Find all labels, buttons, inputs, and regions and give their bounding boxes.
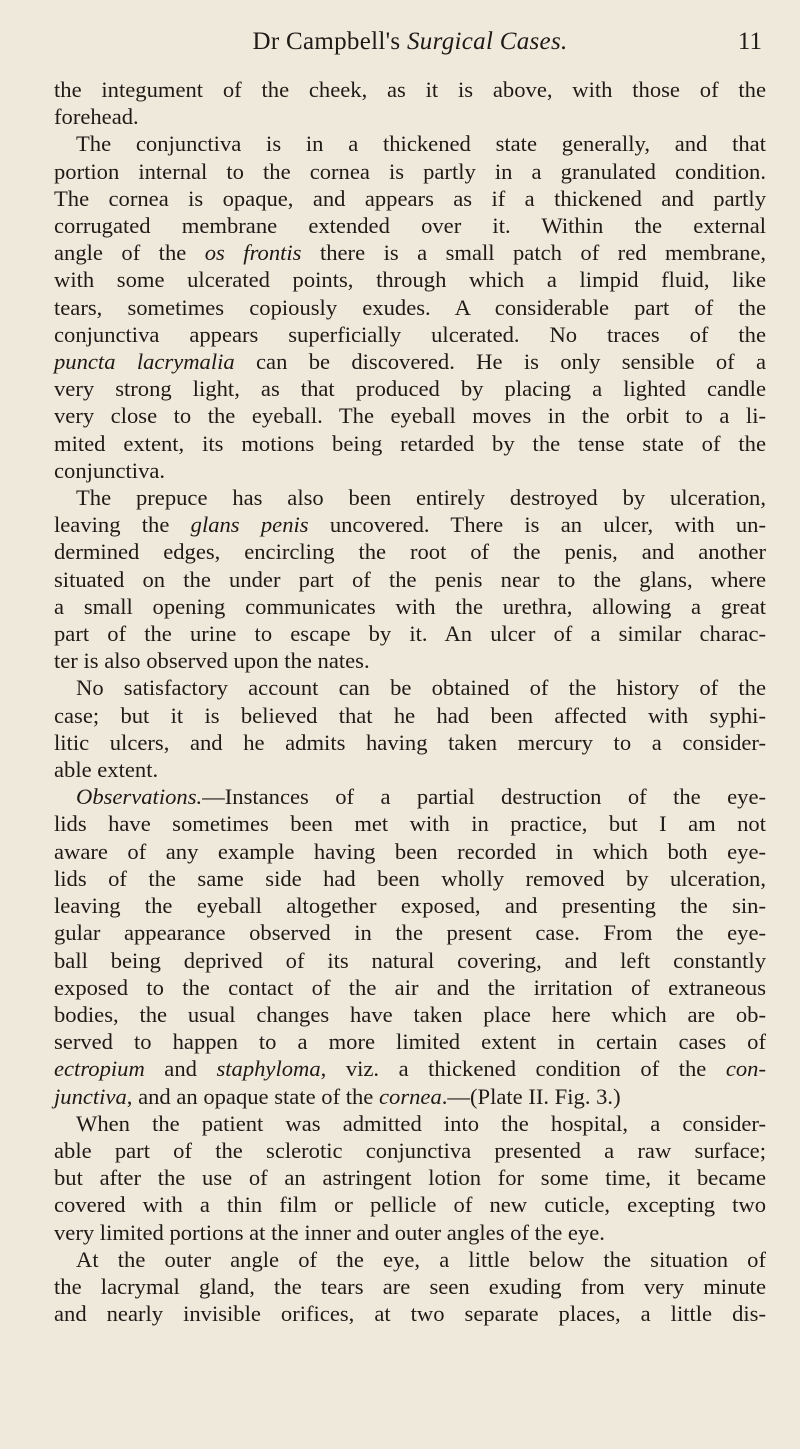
text-line: dermined edges, encircling the root of the penis, and another [54, 539, 766, 565]
text-line: The cornea is opaque, and appears as if a thickened and partly [54, 185, 766, 211]
text-line [54, 511, 766, 538]
text-line: lids of the same side had been wholly removed by ulceration, [54, 865, 766, 891]
text-run: leaving the [54, 512, 191, 538]
text-line: and nearly invisible orifices, at two separate places, a little dis- [54, 1301, 766, 1327]
text-run: there is a small patch of red membrane, [301, 240, 766, 266]
text-line: conjunctiva appears superficially ulcerated. No traces of the [54, 321, 766, 347]
text-line [54, 239, 766, 266]
text-line: gular appearance observed in the present case. From the eye- [54, 920, 766, 946]
text-line: a small opening communicates with the urethra, allowing a great [54, 593, 766, 619]
text-run: , and an opaque state of the [126, 1083, 379, 1109]
text-line: very close to the eyeball. The eyeball moves in the orbit to a li- [54, 403, 766, 429]
italic-term: staphyloma [216, 1056, 321, 1082]
text-line: able part of the sclerotic conjunctiva presented a raw surface; [54, 1137, 766, 1163]
running-title-roman: Dr Campbell's [252, 28, 407, 55]
text-line: litic ulcers, and he admits having taken mercury to a consider- [54, 729, 766, 755]
italic-term: puncta lacrymalia [54, 349, 235, 375]
running-title [54, 22, 766, 62]
text-line: portion internal to the cornea is partly in a granulated condition. [54, 158, 766, 184]
running-title-italic: Surgical Cases. [407, 28, 568, 55]
text-run: , viz. a thickened condition of the [320, 1056, 726, 1082]
text-run: uncovered. There is an ulcer, with un- [308, 512, 766, 538]
text-line: The conjunctiva is in a thickened state generally, and that [76, 131, 766, 157]
italic-term: junctiva [54, 1083, 127, 1109]
page-number: 11 [737, 28, 762, 55]
italic-term: glans penis [190, 512, 309, 538]
text-run: —Instances of a partial destruction of the eye- [202, 784, 766, 810]
text-line: conjunctiva. [54, 457, 166, 483]
text-line: the integument of the cheek, as it is above, with those of the [54, 77, 766, 102]
text-line: ball being deprived of its natural covering, and left constantly [54, 947, 766, 973]
text-line: bodies, the usual changes have taken place here which are ob- [54, 1001, 766, 1027]
text-run: can be discovered. He is only sensible of a [234, 349, 766, 375]
text-line: When the patient was admitted into the hospital, a consider- [76, 1110, 766, 1136]
text-line [54, 348, 766, 375]
text-line: part of the urine to escape by it. An ulcer of a similar charac- [54, 621, 766, 647]
text-line: but after the use of an astringent lotion for some time, it became [54, 1165, 766, 1191]
text-line: case; but it is believed that he had been affected with syphi- [54, 702, 766, 728]
italic-term: con- [725, 1056, 767, 1082]
text-line: mited extent, its motions being retarded by the tense state of the [54, 430, 766, 456]
italic-term: ectropium [54, 1056, 145, 1082]
text-line: lids have sometimes been met with in practice, but I am not [54, 811, 766, 837]
text-run: angle of the [54, 240, 205, 266]
text-line: the lacrymal gland, the tears are seen exuding from very minute [54, 1273, 766, 1299]
text-line: situated on the under part of the penis near to the glans, where [54, 566, 766, 592]
italic-term: Observations. [76, 784, 203, 810]
text-line: very limited portions at the inner and outer angles of the eye. [54, 1219, 605, 1245]
text-line [54, 1055, 766, 1082]
text-line [54, 1083, 766, 1110]
text-line: No satisfactory account can be obtained of the history of the [76, 675, 766, 701]
text-line: served to happen to a more limited extent in certain cases of [54, 1029, 766, 1055]
italic-term: cornea [379, 1083, 442, 1109]
text-line: exposed to the contact of the air and the irritation of extraneous [54, 974, 766, 1000]
running-head [54, 22, 766, 62]
text-line: tears, sometimes copiously exudes. A considerable part of the [54, 294, 766, 320]
text-line: corrugated membrane extended over it. Within the external [54, 213, 766, 239]
text-line: aware of any example having been recorded in which both eye- [54, 838, 766, 864]
text-line: The prepuce has also been entirely destroyed by ulceration, [76, 485, 766, 511]
text-line: At the outer angle of the eye, a little below the situation of [76, 1246, 766, 1272]
text-line: able extent. [54, 757, 159, 783]
text-line: covered with a thin film or pellicle of new cuticle, excepting two [54, 1192, 766, 1218]
text-line: very strong light, as that produced by placing a lighted candle [54, 376, 766, 402]
body-text [54, 76, 766, 1327]
italic-term: os frontis [204, 240, 302, 266]
text-line: leaving the eyeball altogether exposed, and presenting the sin- [54, 893, 766, 919]
text-run: and [144, 1056, 217, 1082]
text-line: forehead. [54, 104, 139, 130]
text-line [54, 783, 766, 810]
text-run: .—(Plate II. Fig. 3.) [441, 1083, 621, 1109]
text-line: with some ulcerated points, through which a limpid fluid, like [54, 267, 766, 293]
text-line: ter is also observed upon the nates. [54, 648, 370, 674]
